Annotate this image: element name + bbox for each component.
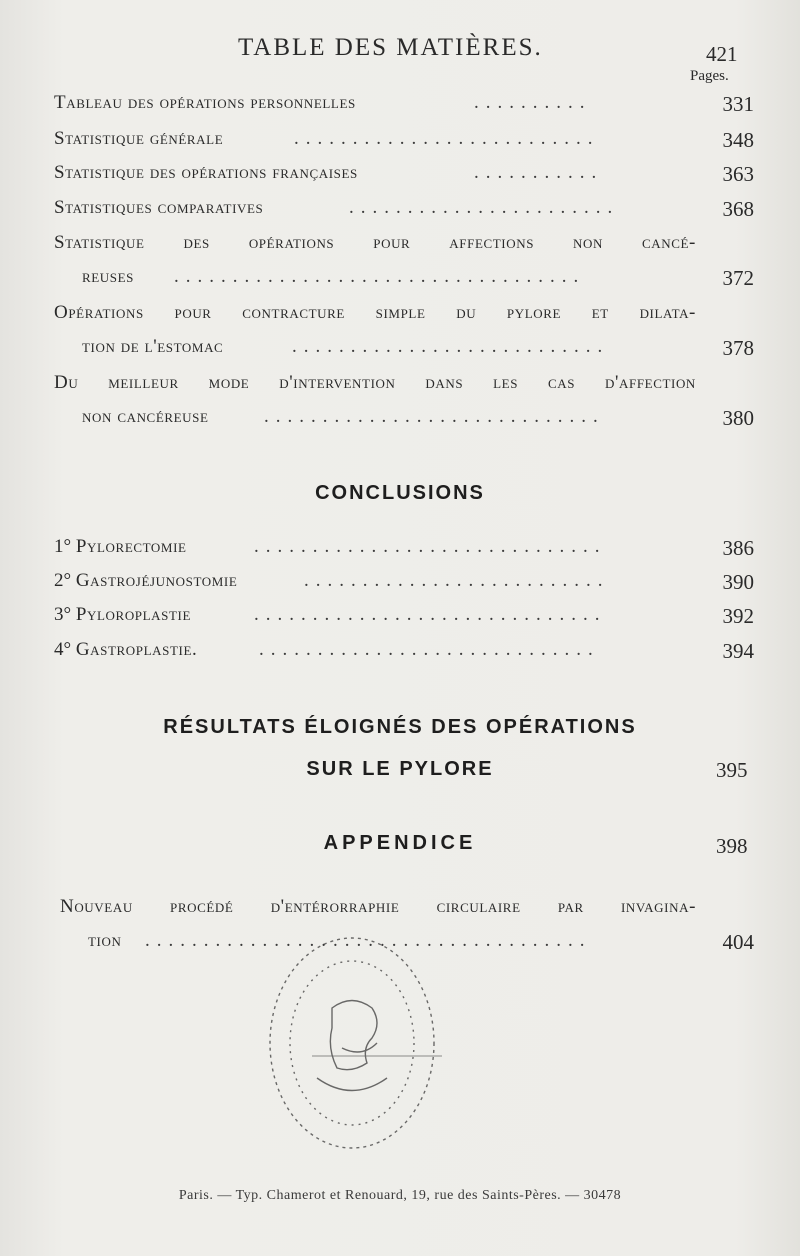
toc-entry-title: 3° Pyloroplastie [54,604,192,625]
toc-entry-title: non cancéreuse [82,406,209,427]
leader-dots: ....................... [349,197,620,218]
toc-entry-line: Du meilleur mode d'intervention dans les cas d'affection [54,372,696,393]
toc-entry-page: 380 [722,406,754,430]
imprint-footer: Paris. — Typ. Chamerot et Renouard, 19, rue des Saints-Pères. — 30478 [178,1188,622,1203]
toc-entry-page: 331 [722,92,754,116]
toc-entry-page: 386 [722,536,754,560]
leader-dots: .............................. [254,604,607,625]
toc-entry-page: 368 [722,197,754,221]
toc-entry-page: 404 [722,930,754,954]
toc-entry-title: reuses [82,266,135,287]
toc-entry[interactable] [54,536,754,566]
leader-dots: .......................... [304,570,610,591]
toc-entry-line: Statistique des opérations pour affections non cancé- [54,232,696,253]
toc-entry-title: 2° Gastrojéjunostomie [54,570,238,591]
toc-entry[interactable] [54,570,754,600]
section-heading-appendice: APPENDICE [323,832,477,854]
toc-entry-page: 372 [722,266,754,290]
toc-entry-line: Nouveau procédé d'entérorraphie circulaire par invagina- [60,896,696,917]
section-page-appendice: 398 [716,834,748,858]
toc-entry[interactable] [54,162,754,192]
toc-entry-page: 348 [722,128,754,152]
toc-entry-title: 4° Gastroplastie. [54,639,198,660]
section-heading-resultats: RÉSULTATS ÉLOIGNÉS DES OPÉRATIONS [163,716,637,738]
toc-entry[interactable] [54,639,754,669]
toc-entry-page: 392 [722,604,754,628]
pages-column-label: Pages. [690,68,729,84]
section-heading-conclusions: CONCLUSIONS [315,482,485,504]
leader-dots: .......... [474,92,592,113]
library-stamp [262,928,442,1168]
toc-entry[interactable] [54,128,754,158]
section-page-resultats: 395 [716,758,748,782]
toc-entry[interactable] [54,266,754,296]
page-number: 421 [706,42,738,66]
toc-entry[interactable] [54,604,754,634]
toc-entry[interactable] [54,197,754,227]
toc-entry-page: 363 [722,162,754,186]
leader-dots: ........................... [292,336,610,357]
toc-entry-title: Statistique des opérations françaises [54,162,358,183]
leader-dots: ................................... [174,266,586,287]
toc-entry-title: Statistique générale [54,128,224,149]
toc-entry-title: 1° Pylorectomie [54,536,187,557]
leader-dots: ........... [474,162,604,183]
leader-dots: ............................. [264,406,605,427]
toc-entry-title: tion de l'estomac [82,336,224,357]
toc-entry-page: 394 [722,639,754,663]
leader-dots: .......................... [294,128,600,149]
toc-entry-line: Opérations pour contracture simple du pylore et dilata- [54,302,696,323]
toc-entry-page: 390 [722,570,754,594]
leader-dots: ............................. [259,639,600,660]
toc-entry-title: Statistiques comparatives [54,197,264,218]
toc-entry-title: tion [88,930,122,951]
toc-entry-page: 378 [722,336,754,360]
leader-dots: .............................. [254,536,607,557]
toc-entry[interactable] [54,92,754,122]
page-title: TABLE DES MATIÈRES. [238,34,543,61]
toc-entry[interactable] [54,406,754,436]
section-heading-resultats-line2: SUR LE PYLORE [306,758,494,780]
toc-entry-title: Tableau des opérations personnelles [54,92,356,113]
toc-entry[interactable] [54,336,754,366]
leader-dots: ...................................... [145,930,592,951]
